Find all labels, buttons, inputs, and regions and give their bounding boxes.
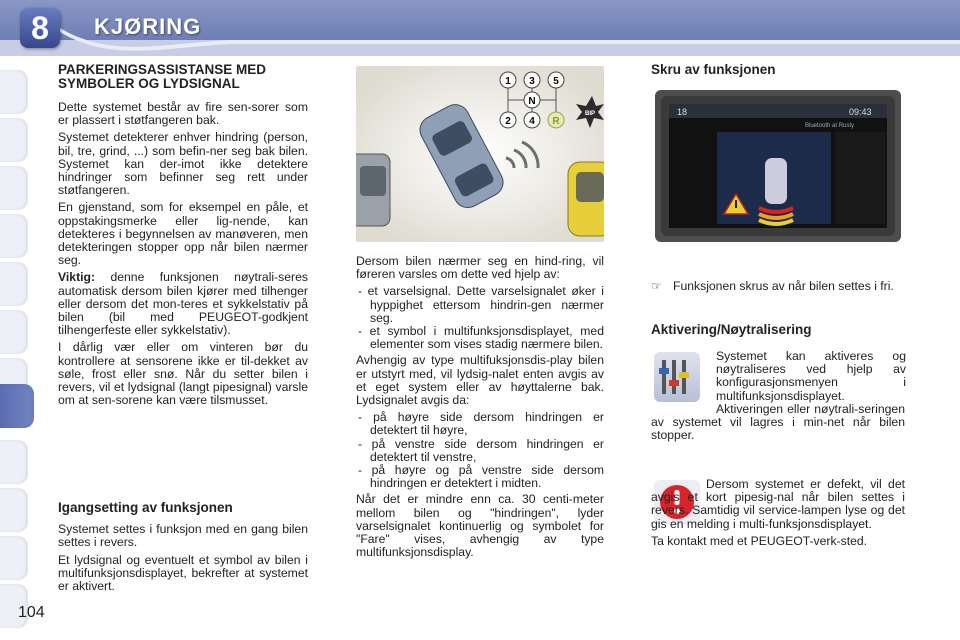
activation-text bbox=[651, 403, 905, 447]
left-column-lower bbox=[58, 501, 308, 597]
activation-block bbox=[651, 323, 905, 336]
paragraph: Systemet kan aktiveres og nøytraliseres ved hjelp av konfigurasjonsmenyen i multifunksjonsdisplayet. bbox=[716, 349, 906, 403]
paragraph: Ta kontakt med et PEUGEOT-verk-sted. bbox=[651, 533, 868, 548]
display-left-text: 18 bbox=[677, 107, 688, 117]
chapter-title: KJØRING bbox=[94, 14, 202, 39]
important-text: denne funksjonen nøytrali-seres automatisk dersom bilen kjører med tilhenger eller dersom det mon-teres et sykkelstativ på bilen (bil med PEUGEOT-godkjent tilhengerfeste eller sykkelstativ). bbox=[58, 270, 308, 338]
side-tab[interactable] bbox=[0, 166, 28, 210]
section-heading: PARKERINGSASSISTANSE MED SYMBOLER OG LYDSIGNAL bbox=[58, 62, 267, 91]
gear-label: R bbox=[552, 116, 560, 127]
middle-column bbox=[356, 255, 604, 563]
gear-selector-diagram bbox=[500, 72, 564, 128]
paragraph: Avhengig av type multifuksjonsdis-play bilen er utstyrt med, vil lydsig-nalet enten avgis av et eget system eller av høyttalerne bak. Lydsignalet avgis da: bbox=[356, 353, 604, 408]
gear-label: 3 bbox=[529, 76, 535, 87]
paragraph: Dersom systemet er defekt, vil det avgis et kort pipesig-nal når bilen settes i revers. Samtidig vil service-lampen lyse og det gis en melding i multi-funksjonsdisplayet. bbox=[651, 477, 905, 531]
display-sub: Bluetooth at Rusty bbox=[805, 123, 855, 129]
chapter-number-badge: 8 bbox=[20, 8, 60, 48]
chapter-header bbox=[0, 0, 960, 56]
display-screen bbox=[655, 90, 901, 242]
side-tab-active[interactable] bbox=[0, 384, 34, 428]
paragraph: En gjenstand, som for eksempel en påle, et oppstakingsmerke eller lig-nende, kan detekteres i begynnelsen av manøveren, men detekteringen stopper opp når bilen nærmer seg. bbox=[58, 200, 308, 268]
car-symbol bbox=[765, 158, 787, 204]
gear-label: 2 bbox=[505, 116, 511, 127]
paragraph: Et lydsignal og eventuelt et symbol av bilen i multifunksjonsdisplayet, bekrefter at systemet er aktivert. bbox=[58, 552, 308, 594]
activation-text-indented bbox=[716, 350, 906, 407]
beep-label: BIP bbox=[584, 111, 596, 117]
list-item: - på høyre og på venstre side dersom hindringen er detektert i midten. bbox=[358, 463, 604, 491]
side-tab[interactable] bbox=[0, 262, 28, 306]
multifunction-display-photo bbox=[655, 90, 901, 242]
side-tab[interactable] bbox=[0, 310, 28, 354]
list-item: - et symbol i multifunksjonsdisplayet, med elementer som vises stadig nærmere bilen. bbox=[358, 324, 604, 352]
paragraph: Når det er mindre enn ca. 30 centi-meter mellom bilen og "hindringen", lyder varselsignalet kontinuerlig og symbolet for "Fare" vises, avhengig av type multifunksjonsdisplay. bbox=[356, 492, 604, 560]
gear-label: 5 bbox=[553, 76, 559, 87]
off-note bbox=[651, 280, 905, 293]
display-time: 09:43 bbox=[849, 107, 872, 117]
gear-label: N bbox=[528, 96, 536, 107]
section-heading: Igangsetting av funksjonen bbox=[58, 500, 233, 515]
section-heading: Skru av funksjonen bbox=[651, 62, 776, 77]
config-menu-icon bbox=[654, 352, 700, 402]
paragraph: Systemet settes i funksjon med en gang bilen settes i revers. bbox=[58, 522, 308, 550]
pointing-hand-icon: ☞ bbox=[651, 279, 662, 293]
gear-label: 4 bbox=[529, 116, 535, 127]
right-heading-block bbox=[651, 63, 905, 76]
signal-list bbox=[356, 285, 604, 351]
side-tab[interactable] bbox=[0, 440, 28, 484]
side-list bbox=[356, 411, 604, 490]
paragraph: Systemet detekterer enhver hindring (person, bil, tre, grind, ...) som befin-ner seg bak bilen. Systemet kan der-imot ikke detektere hindringer som befinner seg rett under støtfangeren. bbox=[58, 130, 308, 198]
right-column bbox=[651, 280, 905, 293]
paragraph bbox=[58, 271, 308, 337]
paragraph: Dette systemet består av fire sen-sorer som er plassert i støtfangeren bak. bbox=[58, 100, 308, 128]
side-tab[interactable] bbox=[0, 118, 28, 162]
list-item: - på høyre side dersom hindringen er detektert til høyre, bbox=[358, 410, 604, 438]
side-tab[interactable] bbox=[0, 488, 28, 532]
section-heading: Aktivering/Nøytralisering bbox=[651, 322, 812, 337]
side-tab[interactable] bbox=[0, 214, 28, 258]
paragraph: Dersom bilen nærmer seg en hind-ring, vil føreren varsles om dette ved hjelp av: bbox=[356, 254, 604, 282]
important-label: Viktig: bbox=[58, 270, 96, 285]
left-column bbox=[58, 63, 308, 411]
side-tab[interactable] bbox=[0, 70, 28, 114]
page-number: 104 bbox=[18, 604, 45, 621]
paragraph: I dårlig vær eller om vinteren bør du kontrollere at sensorene ikke er til-dekket av søle, frost eller snø. Når du setter bilen i revers, vil et lydsignal (langt pipesignal) varsle om at sen-sorene kan være tilsmusset. bbox=[58, 340, 308, 408]
list-item: - et varselsignal. Dette varselsignalet øker i hyppighet ettersom hindrin-gen nærmer seg. bbox=[358, 284, 604, 325]
paragraph: Aktiveringen eller nøytrali-seringen av systemet vil lagres i min-net når bilen stopper. bbox=[651, 402, 905, 443]
parking-illustration bbox=[356, 66, 604, 242]
gear-label: 1 bbox=[505, 76, 511, 87]
list-item: - på venstre side dersom hindringen er detektert til venstre, bbox=[358, 436, 604, 464]
off-text: Funksjonen skrus av når bilen settes i fri. bbox=[673, 279, 894, 293]
parking-scene bbox=[356, 66, 604, 242]
defect-block bbox=[651, 478, 905, 552]
side-tab[interactable] bbox=[0, 536, 28, 580]
